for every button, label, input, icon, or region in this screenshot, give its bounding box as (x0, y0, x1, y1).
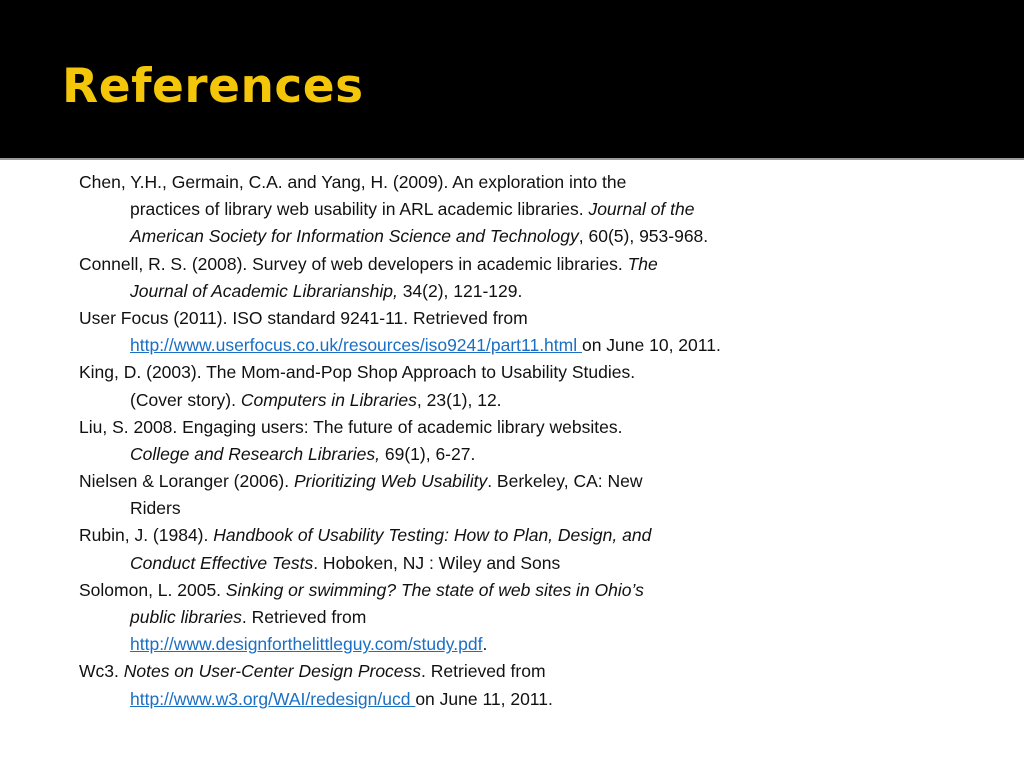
reference-italic-title: Sinking or swimming? The state of web sites in Ohio’s (225, 579, 644, 600)
reference-text: Liu, S. 2008. Engaging users: The future of academic library websites. (79, 416, 623, 437)
reference-url-link[interactable]: http://www.designforthelittleguy.com/study.pdf (130, 634, 483, 655)
reference-entry-line (79, 577, 979, 604)
reference-text: Chen, Y.H., Germain, C.A. and Yang, H. (2009). An exploration into the (79, 172, 627, 192)
reference-italic-title: Computers in Libraries (240, 389, 417, 410)
reference-continuation-line (79, 387, 979, 414)
reference-italic-title: College and Research Libraries, (130, 443, 380, 464)
reference-text: . Retrieved from (241, 607, 367, 627)
reference-text: on June 10, 2011. (581, 335, 721, 356)
reference-entry-line (79, 251, 979, 278)
reference-text: . (482, 634, 488, 655)
reference-continuation-line (79, 196, 979, 223)
reference-text: 34(2), 121-129. (397, 280, 523, 301)
reference-text: . Berkeley, CA: New (487, 471, 643, 492)
reference-text: , 23(1), 12. (416, 389, 502, 410)
reference-text: 69(1), 6-27. (380, 443, 476, 464)
reference-continuation-line (79, 223, 979, 250)
reference-text: . Hoboken, NJ : Wiley and Sons (313, 552, 561, 573)
reference-continuation-line (79, 278, 979, 305)
reference-entry-line (79, 522, 979, 549)
reference-entry-line (79, 414, 979, 441)
reference-url-link[interactable]: http://www.w3.org/WAI/redesign/ucd (130, 688, 416, 709)
reference-continuation-line (79, 686, 979, 713)
reference-continuation-line (79, 441, 979, 468)
reference-continuation-line (79, 332, 979, 359)
reference-continuation-line (79, 550, 979, 577)
reference-italic-title: Notes on User-Center Design Process (123, 661, 422, 682)
reference-italic-title: Conduct Effective Tests (130, 552, 314, 573)
reference-entry-line (79, 305, 979, 332)
reference-entry-line (79, 359, 979, 386)
title-bar (0, 0, 1024, 158)
reference-text: on June 11, 2011. (415, 688, 553, 709)
reference-text: (Cover story). (130, 389, 241, 410)
reference-continuation-line (79, 495, 979, 522)
reference-text: Riders (130, 498, 181, 519)
reference-italic-title: Prioritizing Web Usability (293, 471, 488, 492)
reference-text: Nielsen & Loranger (2006). (79, 471, 294, 492)
reference-italic-title: Journal of Academic Librarianship, (130, 280, 398, 301)
reference-text: Solomon, L. 2005. (79, 579, 226, 600)
reference-italic-title: American Society for Information Science and Technology (130, 226, 579, 247)
reference-entry-line (79, 169, 979, 196)
reference-continuation-line (79, 631, 979, 658)
reference-text: . Retrieved from (421, 661, 546, 682)
reference-text: User Focus (2011). ISO standard 9241-11. Retrieved from (79, 307, 528, 328)
reference-italic-title: The (627, 253, 658, 274)
reference-continuation-line (79, 604, 979, 631)
page-title: References (62, 59, 364, 114)
reference-text: Connell, R. S. (2008). Survey of web developers in academic libraries. (79, 253, 628, 274)
reference-text: King, D. (2003). The Mom-and-Pop Shop Approach to Usability Studies. (79, 362, 636, 383)
reference-entry-line (79, 658, 979, 685)
reference-url-link[interactable]: http://www.userfocus.co.uk/resources/iso9241/part11.html (130, 335, 582, 356)
reference-italic-title: Journal of the (588, 199, 695, 220)
reference-italic-title: public libraries (130, 607, 242, 627)
reference-text: practices of library web usability in ARL academic libraries. (130, 199, 589, 220)
reference-text: Wc3. (79, 661, 124, 682)
header-divider (0, 158, 1024, 160)
reference-text: , 60(5), 953-968. (578, 226, 709, 247)
reference-italic-title: Handbook of Usability Testing: How to Plan, Design, and (213, 525, 652, 546)
references-list (79, 169, 979, 713)
reference-text: Rubin, J. (1984). (79, 525, 214, 546)
reference-entry-line (79, 468, 979, 495)
